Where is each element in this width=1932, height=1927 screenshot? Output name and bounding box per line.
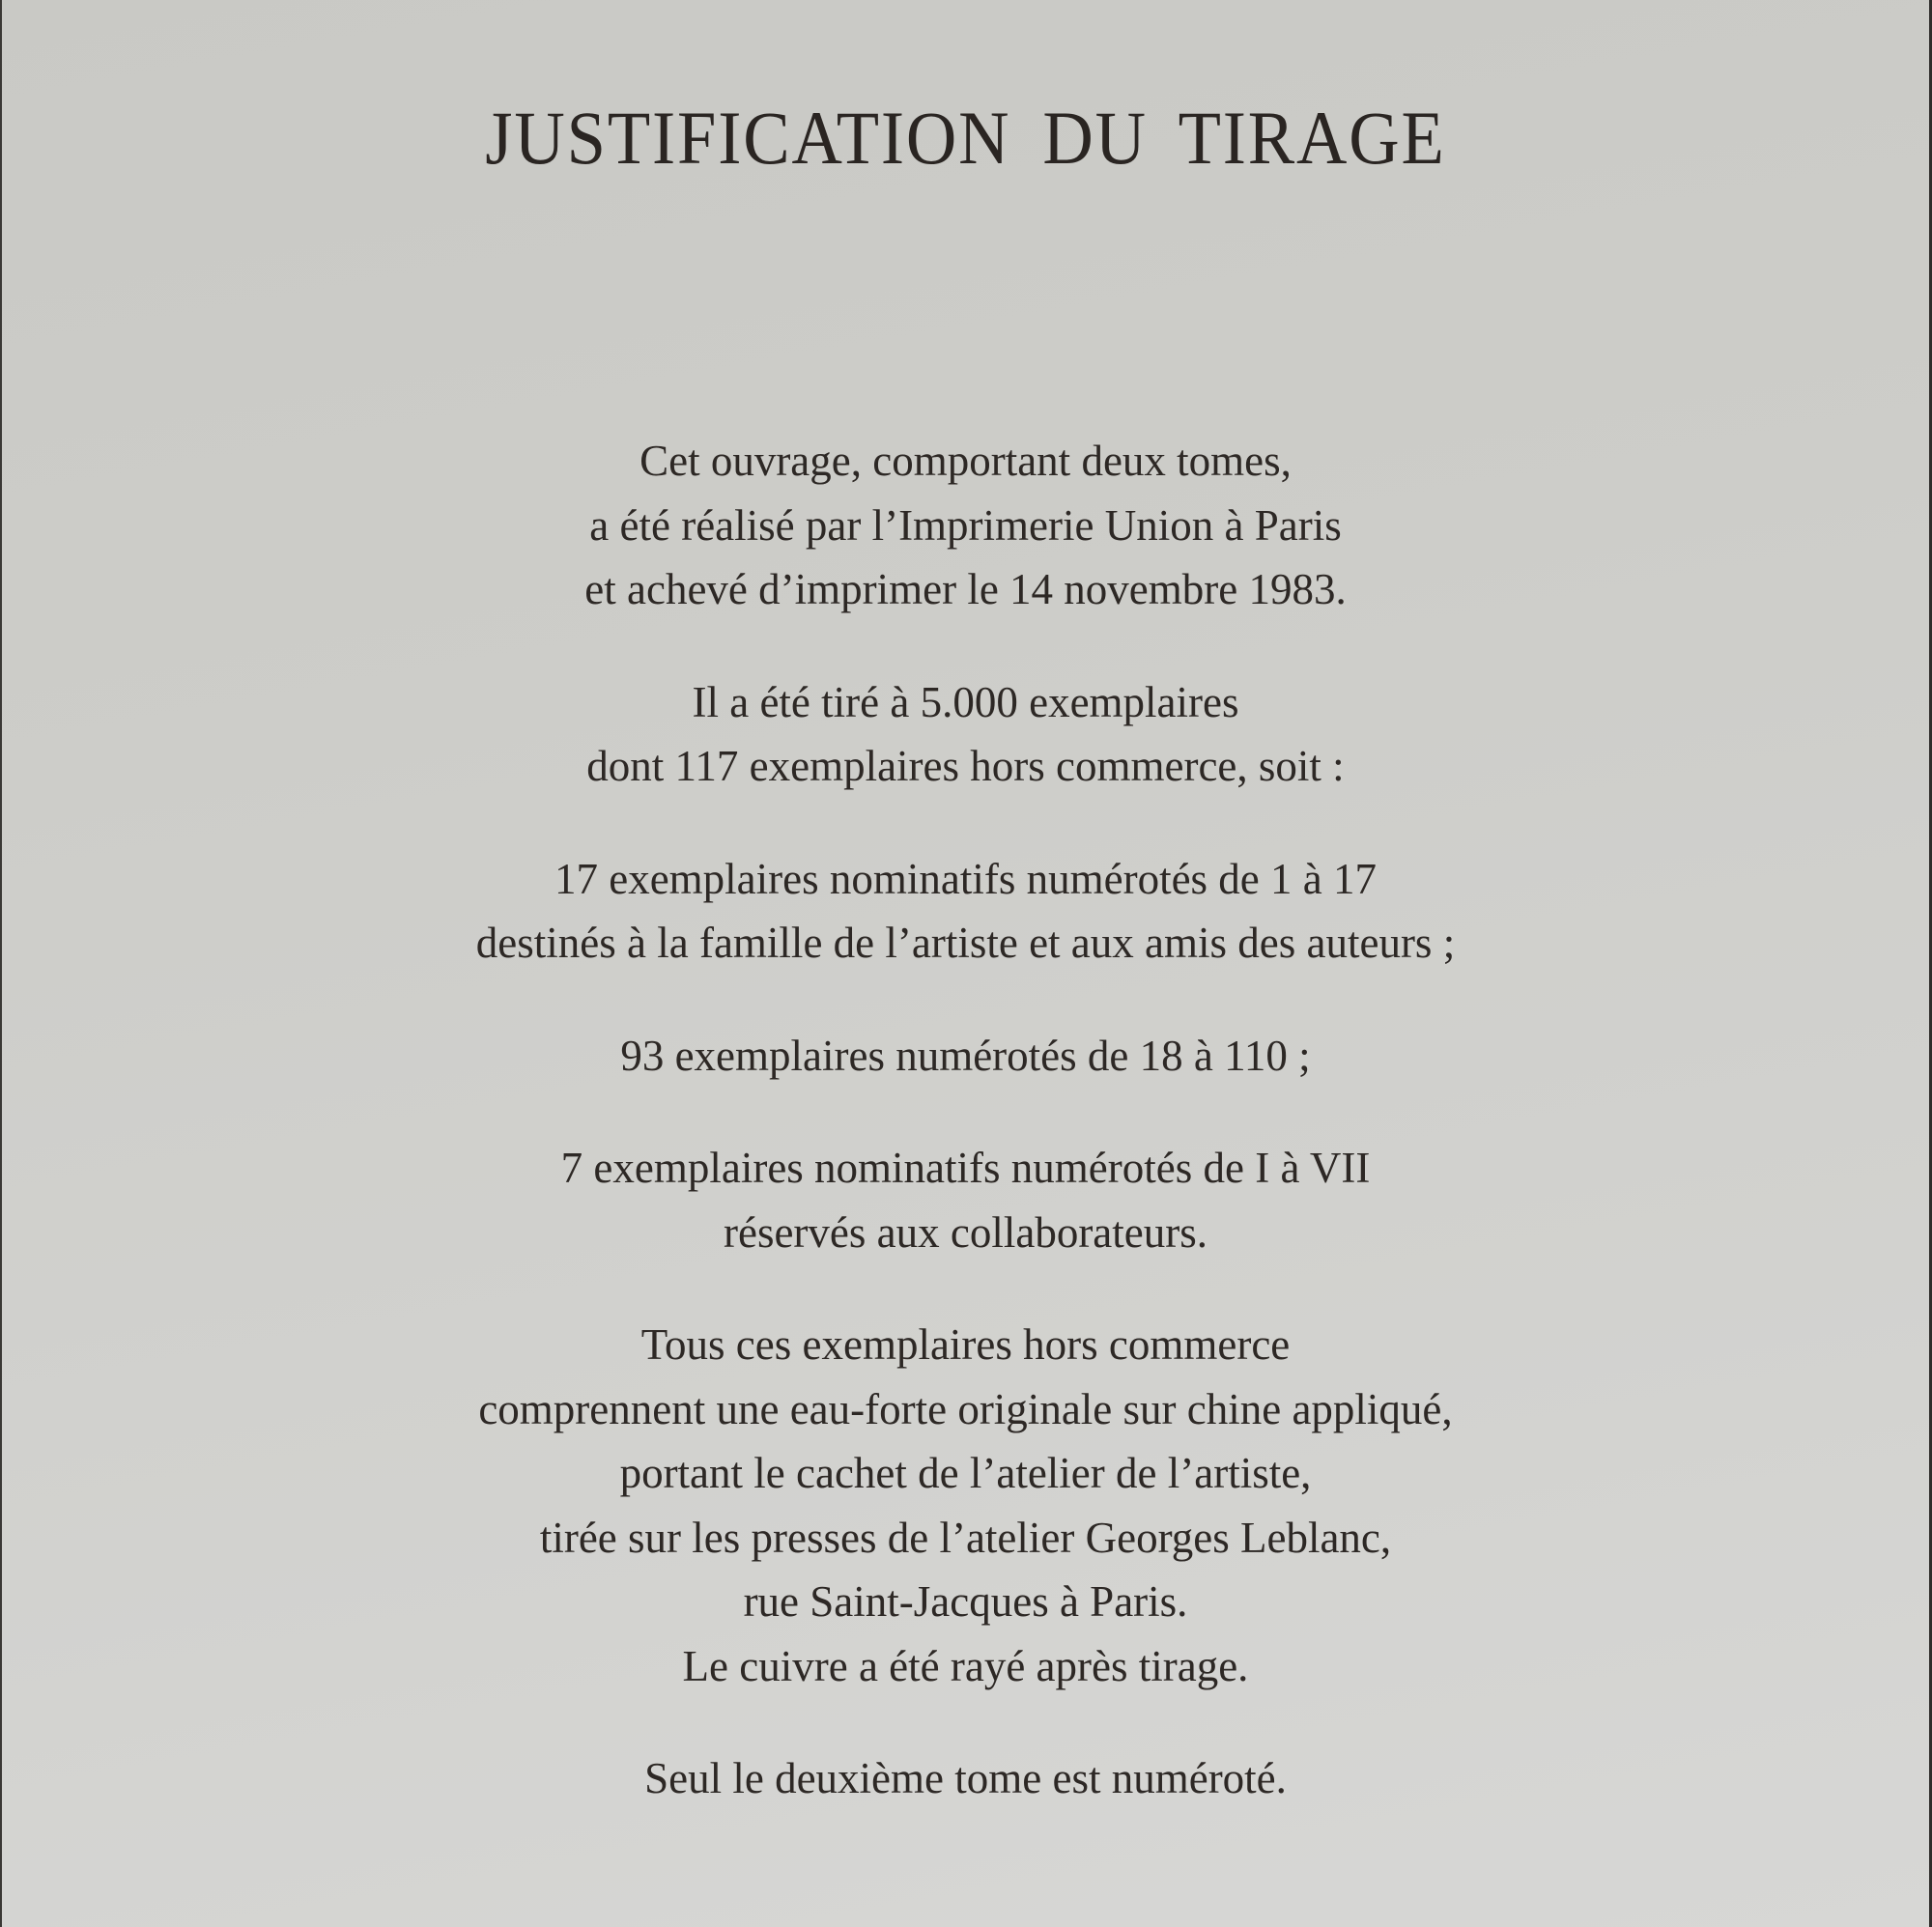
- paragraph-etching-info: [2, 1313, 1929, 1698]
- text-line: 17 exemplaires nominatifs numérotés de 1 à 17: [554, 854, 1378, 903]
- text-line: tirée sur les presses de l’atelier Georges Leblanc,: [539, 1513, 1392, 1562]
- text-line: 7 exemplaires nominatifs numérotés de I à VII: [560, 1144, 1371, 1192]
- text-line: comprennent une eau-forte originale sur chine appliqué,: [478, 1384, 1453, 1433]
- text-line: réservés aux collaborateurs.: [723, 1207, 1208, 1257]
- paragraph-collaborator-copies: [2, 1136, 1929, 1264]
- colophon-body: [2, 429, 1929, 1859]
- paragraph-family-copies: [2, 847, 1929, 976]
- paragraph-print-run: [2, 670, 1929, 799]
- text-line: Cet ouvrage, comportant deux tomes,: [639, 437, 1292, 485]
- text-line: Tous ces exemplaires hors commerce: [640, 1320, 1291, 1369]
- paragraph-printing-info: [2, 429, 1929, 622]
- text-line: Seul le deuxième tome est numéroté.: [644, 1754, 1287, 1802]
- text-line: Le cuivre a été rayé après tirage.: [682, 1641, 1249, 1690]
- paragraph-numbering-note: [2, 1746, 1929, 1811]
- page-title: JUSTIFICATION DU TIRAGE: [485, 96, 1446, 180]
- paragraph-numbered-copies: [2, 1024, 1929, 1089]
- text-line: destinés à la famille de l’artiste et aux amis des auteurs ;: [475, 919, 1456, 967]
- text-line: Il a été tiré à 5.000 exemplaires: [692, 677, 1239, 726]
- text-line: a été réalisé par l’Imprimerie Union à Paris: [589, 500, 1342, 550]
- text-line: et achevé d’imprimer le 14 novembre 1983.: [584, 565, 1347, 613]
- text-line: dont 117 exemplaires hors commerce, soit :: [586, 742, 1345, 790]
- text-line: 93 exemplaires numérotés de 18 à 110 ;: [620, 1031, 1311, 1080]
- text-line: rue Saint-Jacques à Paris.: [743, 1577, 1188, 1626]
- text-line: portant le cachet de l’atelier de l’artiste,: [619, 1449, 1312, 1497]
